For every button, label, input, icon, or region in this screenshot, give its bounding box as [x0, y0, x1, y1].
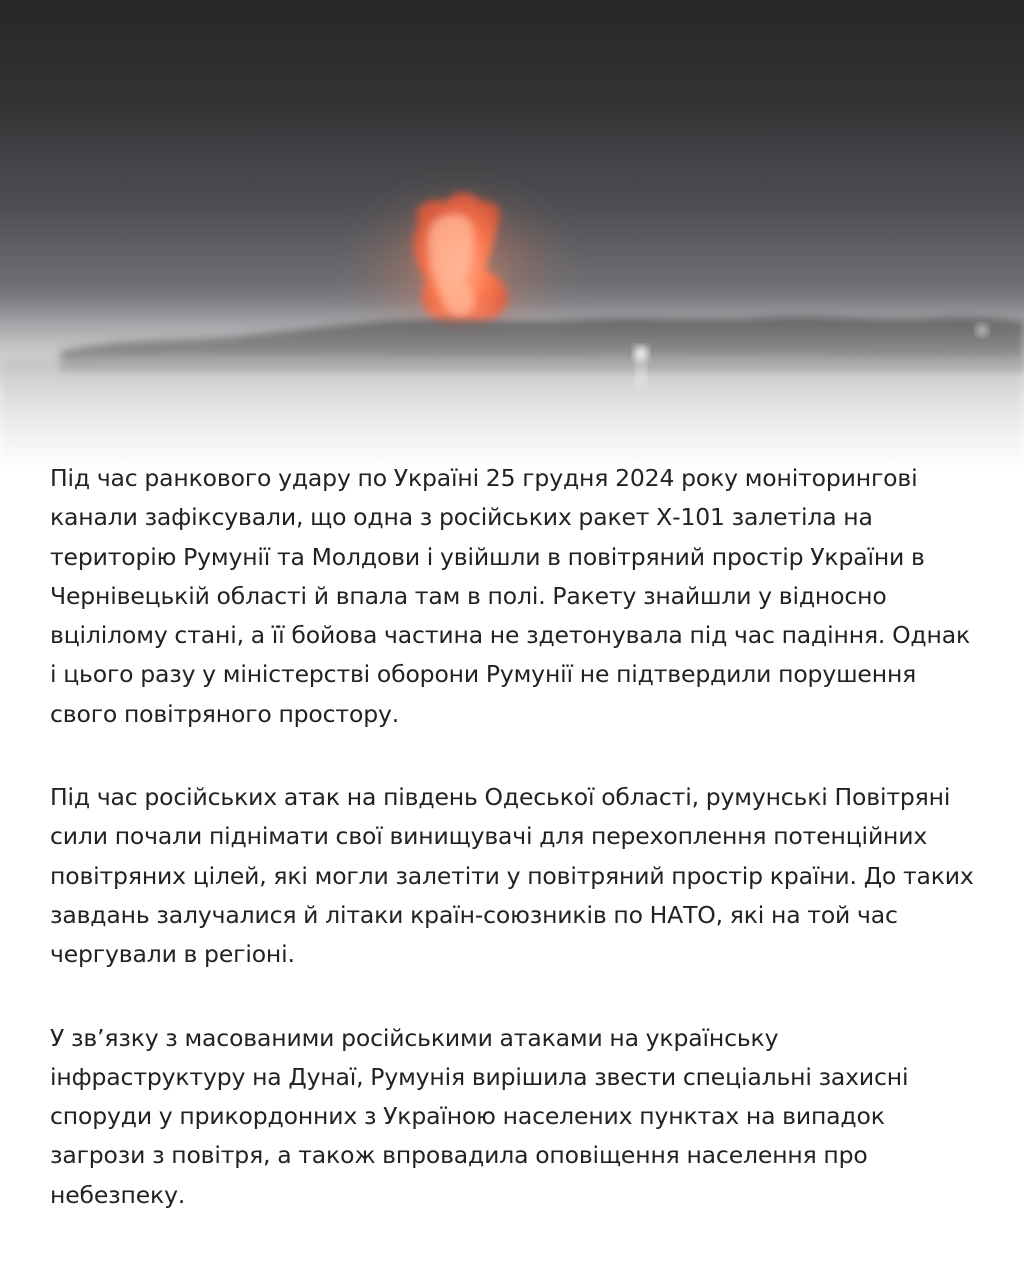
paragraph-air-force-response: Під час російських атак на південь Одеської області, румунські Повітряні сили почали піднімати свої винищувачі для перехоплення потенційних повітряних цілей, які могли залетіти у повітряний простір країни. До таких завдань залучалися й літаки країн-союзників по НАТО, які на той час чергували в регіоні.: [50, 783, 974, 969]
paragraph-missile-incident: Під час ранкового удару по Україні 25 грудня 2024 року моніторингові канали зафіксували, що одна з російських ракет Х-101 залетіла на територію Румунії та Молдови і увійшли в повітряний простір України в Чернівецькій області й впала там в полі. Ракету знайшли у відносно вцілілому стані, а її бойова частина не здетонувала під час падіння. Однак і цього разу у міністерстві оборони Румунії не підтвердили порушення свого повітряного простору.: [50, 464, 971, 728]
paragraph-protective-structures: У зв’язку з масованими російськими атаками на українську інфраструктуру на Дунаї, Румунія вирішила звести спеціальні захисні споруди у прикордонних з Україною населених пунктах на випадок загрози з повітря, а також впровадила оповіщення населення про небезпеку.: [50, 1023, 909, 1209]
article-body: [50, 459, 980, 1259]
header-photo: [0, 0, 1024, 470]
night-explosion-photo-icon: [0, 0, 1024, 470]
